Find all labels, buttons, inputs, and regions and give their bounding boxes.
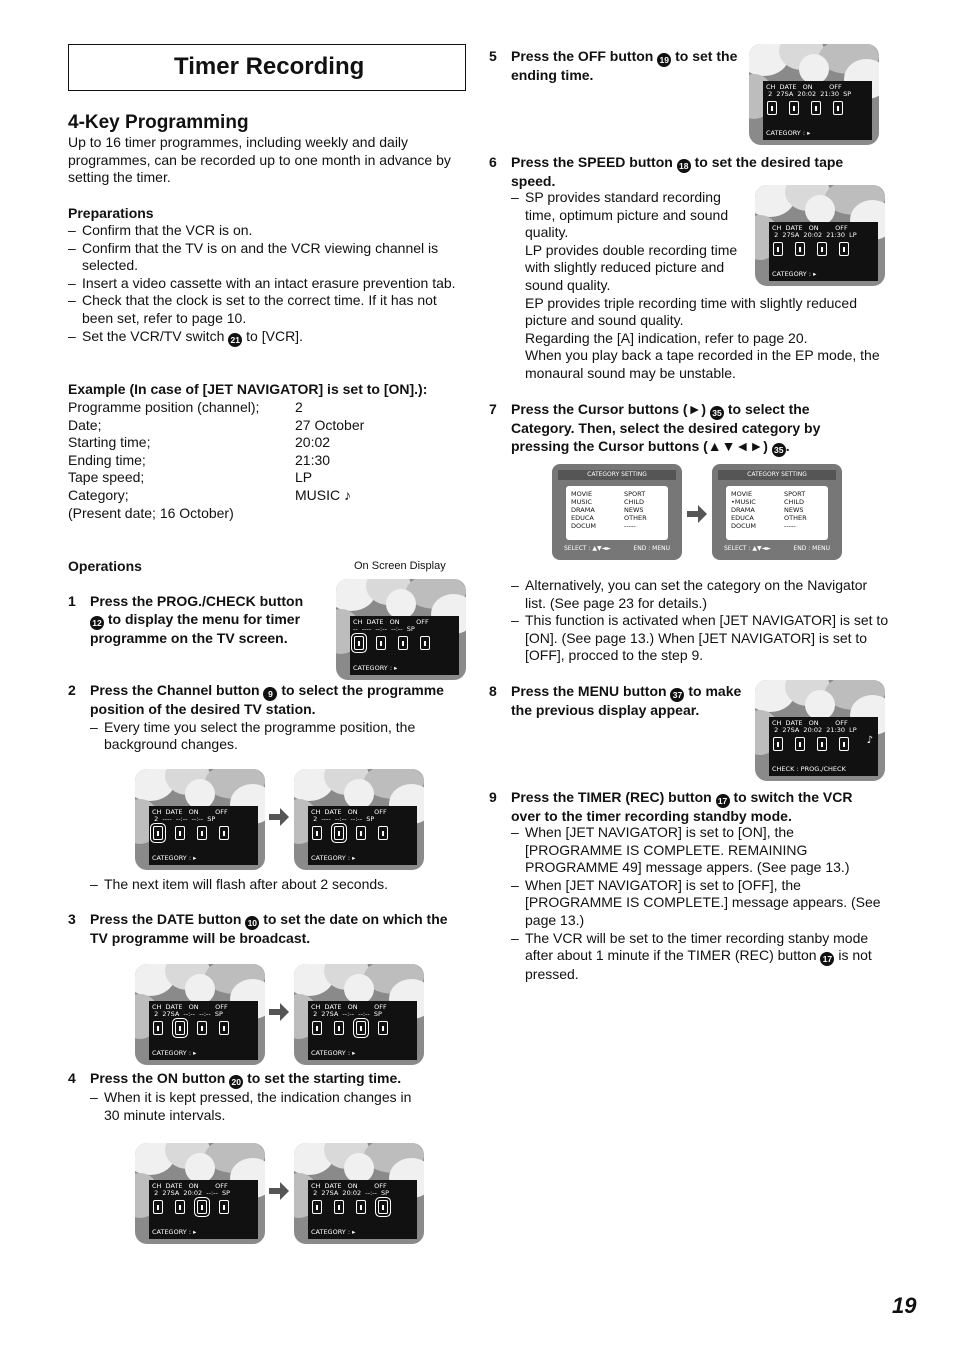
osd-key-cell [354,636,364,650]
osd-panel [769,222,878,281]
osd-caption: On Screen Display [354,560,446,572]
osd-values: 2 27SA 20:02 --:-- SP [311,1189,390,1197]
osd-category: CATEGORY : ▸ [772,269,817,278]
table-row: Starting time; 20:02 [68,434,331,451]
button-number-badge: 35 [710,406,724,420]
osd-category: CATEGORY : ▸ [152,853,197,862]
osd-key-cell [378,826,388,840]
category-item: OTHER [624,514,647,522]
step-4-note: – When it is kept pressed, the indication changes in 30 minute intervals. [90,1089,428,1124]
osd-panel [308,1001,417,1060]
category-setting-screen [712,464,842,560]
table-row: Tape speed; LP [68,469,313,486]
background-leaf [799,54,829,84]
category-list [726,486,828,540]
osd-key-cell [197,1021,207,1035]
button-number-badge: 17 [716,794,730,808]
osd-key-cell [334,826,344,840]
category-footer: SELECT : ▲▼◄► END : MENU [564,545,670,552]
osd-category: CHECK : PROG./CHECK [772,764,846,773]
osd-header: CH DATE ON OFF [152,1003,228,1011]
step-3: 3 Press the DATE button 10 to set the date on which the TV programme will be broadcast. [68,911,448,946]
osd-key-cell [378,1021,388,1035]
step-9: 9 Press the TIMER (REC) button 17 to switch the VCR over to the timer recording standby mode. [489,789,853,824]
category-item: •MUSIC [731,498,756,506]
operations-heading: Operations [68,558,142,574]
background-leaf [185,779,215,809]
category-item: NEWS [784,506,804,514]
osd-screen [294,964,424,1065]
step-2-note: – Every time you select the programme position, the background changes. [90,719,460,754]
category-item: SPORT [784,490,806,498]
intro-text: Up to 16 timer programmes, including weekly and daily programmes, can be recorded up to one month in advance by setting the timer. [68,134,451,186]
osd-key-cells [773,242,849,256]
osd-key-cell [376,636,386,650]
osd-key-cell [219,1021,229,1035]
osd-key-cell [767,101,777,115]
category-item: DRAMA [731,506,755,514]
osd-key-cell [817,242,827,256]
osd-key-cell [378,1200,388,1214]
background-leaf [185,1153,215,1183]
example-heading: Example (In case of [JET NAVIGATOR] is set to [ON].): [68,381,428,397]
osd-panel [149,1001,258,1060]
osd-category: CATEGORY : ▸ [152,1227,197,1236]
table-row: Programme position (channel); 2 [68,399,303,415]
example-table [68,399,458,522]
osd-header: CH DATE ON OFF [311,1003,387,1011]
osd-category: CATEGORY : ▸ [311,1227,356,1236]
page-title: Timer Recording [174,53,365,80]
arrow-right-icon [686,503,708,525]
osd-panel [769,717,878,776]
osd-screen [336,579,466,680]
background-leaf [344,974,374,1004]
osd-key-cell [175,1200,185,1214]
osd-screen [755,680,885,781]
osd-key-cell [153,1021,163,1035]
table-row: Category; MUSIC ♪ [68,486,351,503]
osd-category: CATEGORY : ▸ [311,853,356,862]
osd-screen [755,185,885,286]
music-note-icon: ♪ [866,735,873,746]
category-title: CATEGORY SETTING [718,470,836,480]
osd-key-cell [839,737,849,751]
button-number-badge: 20 [229,1075,243,1089]
osd-key-cell [795,737,805,751]
osd-values: 2 27SA 20:02 21:30 LP [772,726,857,734]
osd-screen [294,1143,424,1244]
step-5: 5 Press the OFF button 19 to set the ending time. [489,48,738,83]
osd-screen [135,964,265,1065]
category-item: SPORT [624,490,646,498]
osd-category: CATEGORY : ▸ [353,663,398,672]
osd-key-cell [789,101,799,115]
osd-key-cells [767,101,843,115]
background-leaf [386,589,416,619]
osd-values: 2 ---- --:-- --:-- SP [152,815,216,823]
osd-header: CH DATE ON OFF [152,1182,228,1190]
list-item: – Insert a video cassette with an intact erasure prevention tab. [68,275,460,293]
osd-key-cell [175,826,185,840]
category-item: DRAMA [571,506,595,514]
osd-key-cells [153,1021,229,1035]
preparations-list [68,222,460,347]
osd-key-cell [334,1200,344,1214]
category-item: EDUCA [571,514,594,522]
osd-values: 2 27SA 20:02 21:30 LP [772,231,857,239]
osd-key-cells [773,737,849,751]
osd-key-cell [773,737,783,751]
table-row: Date; 27 October [68,416,365,433]
button-number-badge: 18 [677,159,691,173]
background-leaf [344,779,374,809]
osd-header: CH DATE ON OFF [772,224,848,232]
button-number-badge: 12 [90,616,104,630]
present-date: (Present date; 16 October) [68,504,234,521]
osd-header: CH DATE ON OFF [353,618,429,626]
osd-category: CATEGORY : ▸ [152,1048,197,1057]
osd-key-cells [153,1200,229,1214]
category-item: EDUCA [731,514,754,522]
category-item: ----- [784,522,796,530]
osd-values: 2 27SA --:-- --:-- SP [311,1010,382,1018]
button-number-badge: 19 [657,53,671,67]
background-leaf [805,195,835,225]
osd-header: CH DATE ON OFF [772,719,848,727]
osd-category: CATEGORY : ▸ [766,128,811,137]
osd-header: CH DATE ON OFF [311,808,387,816]
step-7: 7 Press the Cursor buttons (►) 35 to select the Category. Then, select the desired category by pressing the Cursor buttons (▲▼◄►) 35 . [489,401,821,455]
arrow-right-icon [268,806,290,828]
osd-screen [135,769,265,870]
step-2: 2 Press the Channel button 9 to select the programme position of the desired TV station. – Every time you select the programme position, the background changes. [68,682,460,754]
step-4: 4 Press the ON button 20 to set the starting time. – When it is kept pressed, the indication changes in 30 minute intervals. [68,1070,428,1124]
category-item: NEWS [624,506,644,514]
category-title: CATEGORY SETTING [558,470,676,480]
category-item: CHILD [784,498,804,506]
osd-key-cells [312,826,388,840]
osd-screen [294,769,424,870]
arrow-right-icon [268,1001,290,1023]
osd-key-cell [197,826,207,840]
osd-key-cell [153,1200,163,1214]
category-footer: SELECT : ▲▼◄► END : MENU [724,545,830,552]
osd-key-cell [312,826,322,840]
osd-key-cell [839,242,849,256]
arrow-right-icon [268,1180,290,1202]
osd-key-cells [153,826,229,840]
category-item: OTHER [784,514,807,522]
osd-key-cells [312,1021,388,1035]
osd-key-cell [219,1200,229,1214]
osd-values: 2 27SA 20:02 --:-- SP [152,1189,231,1197]
button-number-badge: 21 [228,333,242,347]
category-list [566,486,668,540]
osd-values: -- ---- --:-- --:-- SP [353,625,415,633]
category-item: DOCUM [571,522,597,530]
osd-key-cell [773,242,783,256]
osd-key-cell [356,1021,366,1035]
step-2-after-note: – The next item will flash after about 2 seconds. [90,876,460,894]
osd-panel [350,616,459,675]
list-item: – Confirm that the VCR is on. [68,222,460,240]
button-number-badge: 9 [263,687,277,701]
osd-key-cell [356,1200,366,1214]
osd-screen [135,1143,265,1244]
section-heading: 4-Key Programming [68,112,249,133]
background-leaf [805,690,835,720]
osd-key-cell [312,1021,322,1035]
osd-screen [749,44,879,145]
osd-key-cell [811,101,821,115]
button-number-badge: 10 [245,916,259,930]
osd-panel [149,806,258,865]
osd-key-cell [175,1021,185,1035]
osd-key-cells [312,1200,388,1214]
step-9-notes: – When [JET NAVIGATOR] is set to [ON], the [PROGRAMME IS COMPLETE. REMAINING PROGRAMME 49] message appers. (See page 13.) – When [JET NAVIGATOR] is set to [OFF], the [PROGRAMME IS COMPLETE.] message appears. (See page 13.) – The VCR will be set to the timer recording stanby mode after about 1 minute if the TIMER (REC) button 17 is not pressed. [511,824,891,984]
osd-key-cell [398,636,408,650]
step-6: 6 Press the SPEED button 18 to set the desired tape speed. [489,154,844,189]
osd-category: CATEGORY : ▸ [311,1048,356,1057]
osd-header: CH DATE ON OFF [766,83,842,91]
osd-values: 2 27SA --:-- --:-- SP [152,1010,223,1018]
osd-key-cell [197,1200,207,1214]
osd-panel [149,1180,258,1239]
osd-key-cell [833,101,843,115]
osd-key-cell [219,826,229,840]
osd-key-cell [817,737,827,751]
button-number-badge: 37 [670,688,684,702]
category-item: CHILD [624,498,644,506]
preparations-heading: Preparations [68,205,154,221]
category-item: MOVIE [571,490,593,498]
category-setting-screen [552,464,682,560]
category-item: ----- [624,522,636,530]
category-item: DOCUM [731,522,757,530]
osd-key-cell [334,1021,344,1035]
osd-key-cell [153,826,163,840]
osd-values: 2 27SA 20:02 21:30 SP [766,90,852,98]
osd-values: 2 ---- --:-- --:-- SP [311,815,375,823]
osd-panel [763,81,872,140]
osd-key-cell [356,826,366,840]
category-item: MOVIE [731,490,753,498]
step-6-notes: – SP provides standard recording time, optimum picture and sound quality. LP provides double recording time with slightly reduced picture and sound quality. EP provides triple recording time with slightly reduced picture and sound quality. Regarding the [A] indication, refer to page 20. When you play back a tape recorded in the EP mode, the monaural sound may be unstable. [511,189,891,383]
osd-panel [308,806,417,865]
osd-panel [308,1180,417,1239]
title-box [68,44,466,91]
osd-key-cell [795,242,805,256]
osd-header: CH DATE ON OFF [311,1182,387,1190]
step-8: 8 Press the MENU button 37 to make the previous display appear. [489,683,742,718]
page-number: 19 [892,1293,917,1318]
background-leaf [185,974,215,1004]
osd-key-cells [354,636,430,650]
list-item: – Set the VCR/TV switch 21 to [VCR]. [68,328,460,347]
osd-key-cell [420,636,430,650]
category-item: MUSIC [571,498,592,506]
background-leaf [344,1153,374,1183]
button-number-badge: 17 [820,952,834,966]
osd-header: CH DATE ON OFF [152,808,228,816]
list-item: – Check that the clock is set to the correct time. If it has not been set, refer to page 10. [68,292,460,327]
step-1: 1 Press the PROG./CHECK button 12 to display the menu for timer programme on the TV screen. [68,593,304,646]
list-item: – Confirm that the TV is on and the VCR viewing channel is selected. [68,240,460,275]
button-number-badge: 35 [772,443,786,457]
osd-key-cell [312,1200,322,1214]
table-row: Ending time; 21:30 [68,451,331,468]
step-7-notes: – Alternatively, you can set the category on the Navigator list. (See page 23 for details.) – This function is activated when [JET NAVIGATOR] is set to [ON]. (See page 13.) When [JET NAVIGATOR] is set to [OFF], procced to the step 9. [511,577,891,665]
